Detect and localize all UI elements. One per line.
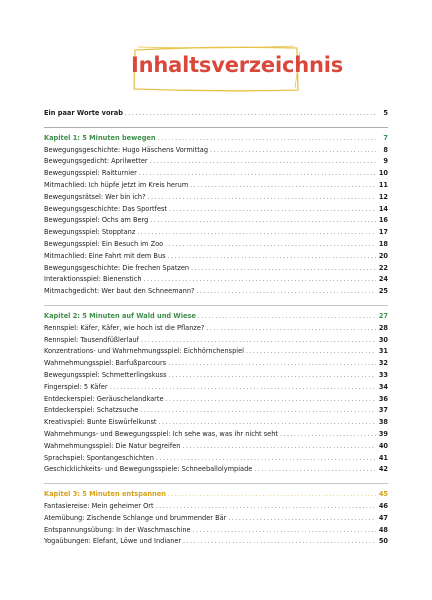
- divider: [44, 305, 388, 306]
- toc-entry[interactable]: [44, 453, 388, 465]
- toc-entry[interactable]: [44, 346, 388, 358]
- toc-entry[interactable]: [44, 429, 388, 441]
- toc-entry[interactable]: [44, 358, 388, 370]
- entry-page: 48: [378, 525, 388, 534]
- entry-page: 39: [378, 429, 388, 438]
- leader-dots: [193, 525, 376, 537]
- leader-dots: [191, 263, 376, 275]
- entry-page: 10: [378, 169, 388, 178]
- leader-dots: [210, 145, 376, 157]
- entry-label: Entspannungsübung: In der Waschmaschine: [44, 525, 191, 534]
- leader-dots: [246, 346, 376, 358]
- leader-dots: [148, 192, 376, 204]
- entry-page: 40: [378, 441, 388, 450]
- entry-label: Mitmachgedicht: Wer baut den Schneemann?: [44, 287, 195, 296]
- toc-entry[interactable]: [44, 464, 388, 476]
- entry-page: 20: [378, 251, 388, 260]
- entry-label: Atemübung: Zischende Schlange und brummender Bär: [44, 513, 227, 522]
- entry-label: Rennspiel: Käfer, Käfer, wie hoch ist die Pflanze?: [44, 323, 205, 332]
- entry-page: 31: [378, 347, 388, 356]
- chapter-2-heading[interactable]: [44, 311, 388, 323]
- entry-label: Konzentrations- und Wahrnehmungsspiel: Eichhörnchenspiel: [44, 347, 244, 356]
- entry-page: 33: [378, 370, 388, 379]
- entry-label: Bewegungsspiel: Raitturnier: [44, 169, 137, 178]
- leader-dots: [139, 168, 376, 180]
- chapter-page: 45: [378, 490, 388, 499]
- leader-dots: [183, 536, 376, 548]
- leader-dots: [159, 417, 376, 429]
- toc-intro-label: Ein paar Worte vorab: [44, 109, 123, 117]
- entry-label: Bewegungsspiel: Schmetterlingskuss: [44, 370, 167, 379]
- leader-dots: [190, 180, 376, 192]
- page-title: Inhaltsverzeichnis: [131, 53, 344, 77]
- leader-dots: [168, 251, 376, 263]
- entry-label: Entdeckerspiel: Schatzsuche: [44, 406, 139, 415]
- chapter-label: Kapitel 3: 5 Minuten entspannen: [44, 490, 166, 499]
- entry-label: Entdeckerspiel: Geräuschelandkarte: [44, 394, 164, 403]
- toc-entry[interactable]: [44, 405, 388, 417]
- toc-entry[interactable]: [44, 168, 388, 180]
- leader-dots: [254, 464, 376, 476]
- leader-dots: [141, 335, 376, 347]
- toc-entry[interactable]: [44, 227, 388, 239]
- entry-page: 8: [383, 145, 388, 154]
- entry-page: 28: [378, 323, 388, 332]
- entry-label: Rennspiel: Tausendfüßlerlauf: [44, 335, 139, 344]
- entry-page: 17: [378, 228, 388, 237]
- leader-dots: [144, 274, 376, 286]
- chapter-page: 7: [383, 133, 388, 142]
- entry-page: 32: [378, 359, 388, 368]
- entry-page: 37: [378, 406, 388, 415]
- entry-label: Bewegungsspiel: Ochs am Berg: [44, 216, 149, 225]
- leader-dots: [165, 239, 376, 251]
- toc-entry[interactable]: [44, 441, 388, 453]
- leader-dots: [150, 156, 376, 168]
- entry-label: Fingerspiel: 5 Käfer: [44, 382, 108, 391]
- toc-entry[interactable]: [44, 263, 388, 275]
- toc-entry[interactable]: [44, 156, 388, 168]
- entry-label: Wahrnehmungsspiel: Die Natur begreifen: [44, 441, 181, 450]
- divider: [44, 127, 388, 128]
- toc-entry[interactable]: [44, 251, 388, 263]
- toc-entry[interactable]: [44, 335, 388, 347]
- toc-intro-page: 5: [383, 109, 388, 117]
- entry-page: 18: [378, 239, 388, 248]
- leader-dots: [206, 323, 376, 335]
- entry-page: 11: [378, 180, 388, 189]
- toc-entry[interactable]: [44, 536, 388, 548]
- entry-label: Bewegungsgeschichte: Das Sportfest: [44, 204, 168, 213]
- entry-page: 30: [378, 335, 388, 344]
- entry-page: 14: [378, 204, 388, 213]
- toc-entry[interactable]: [44, 370, 388, 382]
- entry-page: 25: [378, 287, 388, 296]
- divider: [44, 483, 388, 484]
- entry-label: Bewegungsspiel: Ein Besuch im Zoo: [44, 239, 164, 248]
- leader-dots: [156, 453, 376, 465]
- entry-label: Kreativspiel: Bunte Eiswürfelkunst: [44, 418, 157, 427]
- leader-dots: [137, 227, 376, 239]
- entry-page: 22: [378, 263, 388, 272]
- toc-intro[interactable]: [44, 108, 388, 120]
- chapter-label: Kapitel 2: 5 Minuten auf Wald und Wiese: [44, 311, 196, 320]
- toc-entry[interactable]: [44, 382, 388, 394]
- toc-entry[interactable]: [44, 501, 388, 513]
- leader-dots: [198, 311, 376, 323]
- chapter-label: Kapitel 1: 5 Minuten bewegen: [44, 133, 156, 142]
- entry-page: 41: [378, 453, 388, 462]
- toc-entry[interactable]: [44, 525, 388, 537]
- entry-page: 36: [378, 394, 388, 403]
- entry-label: Bewegungsgedicht: Aprilwetter: [44, 157, 148, 166]
- toc-entry[interactable]: [44, 394, 388, 406]
- entry-page: 46: [378, 501, 388, 510]
- toc-entry[interactable]: [44, 323, 388, 335]
- leader-dots: [228, 513, 376, 525]
- entry-page: 47: [378, 513, 388, 522]
- title-box: [131, 44, 344, 94]
- toc-entry[interactable]: [44, 145, 388, 157]
- entry-label: Bewegungsrätsel: Wer bin ich?: [44, 192, 146, 201]
- entry-label: Bewegungsgeschichte: Hugo Häschens Vormittag: [44, 145, 209, 154]
- leader-dots: [168, 370, 376, 382]
- entry-page: 12: [378, 192, 388, 201]
- entry-label: Yogaübungen: Elefant, Löwe und Indianer: [44, 537, 182, 546]
- entry-label: Mitmachlied: Ich hüpfe jetzt im Kreis herum: [44, 180, 189, 189]
- entry-label: Interaktionsspiel: Bienenstich: [44, 275, 142, 284]
- entry-page: 42: [378, 465, 388, 474]
- chapter-page: 27: [378, 311, 388, 320]
- entry-label: Wahrnehmungs- und Bewegungsspiel: Ich sehe was, was ihr nicht seht: [44, 429, 278, 438]
- leader-dots: [168, 358, 376, 370]
- entry-page: 24: [378, 275, 388, 284]
- toc-entry[interactable]: [44, 204, 388, 216]
- leader-dots: [110, 382, 376, 394]
- toc-entry[interactable]: [44, 192, 388, 204]
- toc-entry[interactable]: [44, 513, 388, 525]
- leader-dots: [158, 133, 376, 145]
- toc-entry[interactable]: [44, 180, 388, 192]
- leader-dots: [280, 429, 376, 441]
- entry-label: Sprachspiel: Spontangeschichten: [44, 453, 154, 462]
- entry-page: 50: [378, 537, 388, 546]
- toc-entry[interactable]: [44, 239, 388, 251]
- leader-dots: [140, 405, 376, 417]
- entry-label: Fantasiereise: Mein geheimer Ort: [44, 501, 154, 510]
- entry-label: Mitmachlied: Eine Fahrt mit dem Bus: [44, 251, 166, 260]
- toc-entry[interactable]: [44, 286, 388, 298]
- entry-label: Wahrnehmungsspiel: Barfußparcours: [44, 359, 167, 368]
- toc-entry[interactable]: [44, 274, 388, 286]
- toc-entry[interactable]: [44, 215, 388, 227]
- entry-label: Bewegungsgeschichte: Die frechen Spatzen: [44, 263, 190, 272]
- leader-dots: [197, 286, 376, 298]
- entry-page: 38: [378, 418, 388, 427]
- entry-label: Bewegungsspiel: Stopptanz: [44, 228, 136, 237]
- chapter-3-heading[interactable]: [44, 489, 388, 501]
- toc-entry[interactable]: [44, 417, 388, 429]
- entry-label: Geschicklichkeits- und Bewegungsspiele: Schneeballolympiade: [44, 465, 253, 474]
- leader-dots: [168, 489, 376, 501]
- leader-dots: [182, 441, 376, 453]
- leader-dots: [156, 501, 376, 513]
- entry-page: 9: [383, 157, 388, 166]
- toc-list: [44, 108, 388, 548]
- leader-dots: [150, 215, 376, 227]
- leader-dots: [169, 204, 376, 216]
- leader-dots: [166, 394, 376, 406]
- leader-dots: [125, 108, 376, 120]
- chapter-1-heading[interactable]: [44, 133, 388, 145]
- entry-page: 16: [378, 216, 388, 225]
- entry-page: 34: [378, 382, 388, 391]
